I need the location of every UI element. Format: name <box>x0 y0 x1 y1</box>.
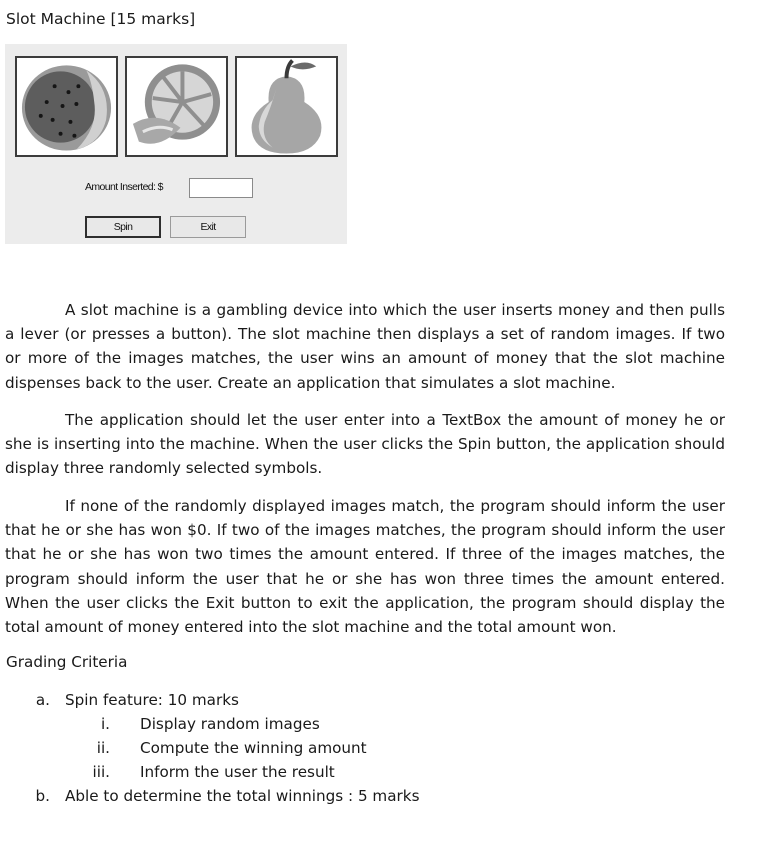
pear-icon <box>237 58 336 155</box>
grading-item-b <box>0 787 780 809</box>
list-marker: b. <box>35 787 50 805</box>
watermelon-icon <box>17 58 116 155</box>
list-marker: ii. <box>96 739 110 757</box>
paragraph-rules: If none of the randomly displayed images match, the program should inform the user that he or she has won $0. If two of the images matches, the program should inform the user that he or she has won two times the amount entered. If three of the images matches, the program should inform the user that he or she has won three times the amount entered. When the user clicks the Exit button to exit the application, the program should display the total amount of money entered into the slot machine and the total amount won. <box>5 497 725 637</box>
list-item-text: Able to determine the total winnings : 5 marks <box>65 787 420 805</box>
amount-inserted-label: Amount Inserted: $ <box>85 181 163 193</box>
reel-3 <box>235 56 338 157</box>
list-marker: a. <box>35 691 50 709</box>
paragraph-intro: A slot machine is a gambling device into which the user inserts money and then pulls a lever (or presses a button). The slot machine then displays a set of random images. If two or more of the images matches, the user wins an amount of money that the slot machine dispenses back to the user. Create an application that simulates a slot machine. <box>5 301 725 392</box>
grading-subitem-i <box>0 715 780 737</box>
grading-subitem-ii <box>0 739 780 761</box>
list-item-text: Inform the user the result <box>140 763 335 781</box>
grading-subitem-iii <box>0 763 780 785</box>
list-marker: i. <box>100 715 110 733</box>
list-item-text: Spin feature: 10 marks <box>65 691 239 709</box>
grading-item-a <box>0 691 780 713</box>
paragraph-textbox: The application should let the user enter into a TextBox the amount of money he or she is inserting into the machine. When the user clicks the Spin button, the application should display three randomly selected symbols. <box>5 411 725 478</box>
list-marker: iii. <box>92 763 110 781</box>
amount-input[interactable] <box>189 178 253 198</box>
reel-1 <box>15 56 118 157</box>
exit-button[interactable]: Exit <box>170 216 246 238</box>
reel-2 <box>125 56 228 157</box>
list-item-text: Display random images <box>140 715 320 733</box>
list-item-text: Compute the winning amount <box>140 739 367 757</box>
document-title: Slot Machine [15 marks] <box>6 10 196 28</box>
spin-button[interactable]: Spin <box>85 216 161 238</box>
grading-criteria-heading: Grading Criteria <box>6 653 128 671</box>
slot-machine-form <box>5 44 347 244</box>
orange-slice-icon <box>127 58 226 155</box>
